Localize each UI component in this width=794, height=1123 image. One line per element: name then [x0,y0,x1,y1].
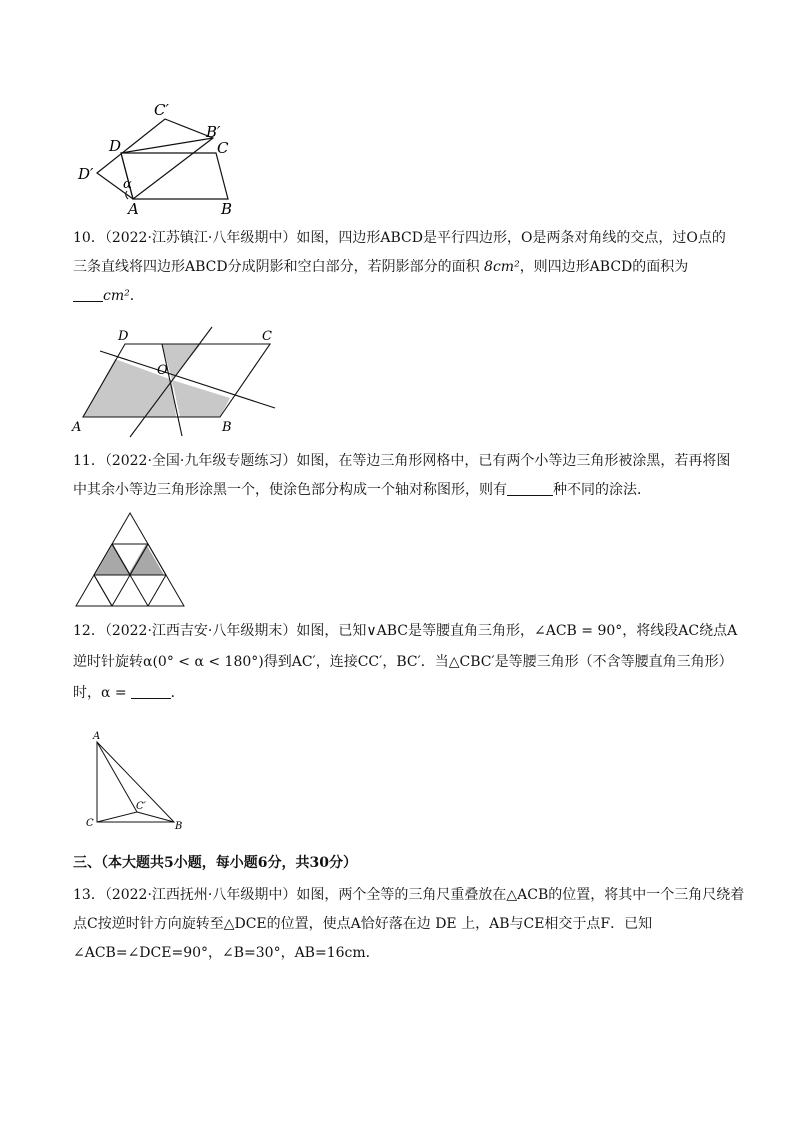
q11-line2-b: 种不同的涂法． [553,482,651,498]
figure-rotation-parallelogram [70,95,250,225]
label-b: B [221,200,233,218]
q12-line3-a: 时，α = [73,685,127,701]
q10-answer-blank[interactable] [73,287,103,302]
q13-line1: 如图，两个全等的三角尺重叠放在△ACB的位置，将其中一个三角尺绕着 [296,887,745,903]
q11-line2-a: 中其余小等边三角形涂黑一个，使涂色部分构成一个轴对称图形，则有 [73,482,507,498]
q11-source: （2022·全国·九年级专题练习） [104,453,297,469]
q11-number: 11． [73,453,105,469]
figure-q11-triangle-grid [74,510,186,610]
q12-line3-b: ． [170,685,185,701]
q12-line1: 如图，已知∨ABC是等腰直角三角形，∠ACB = 90°，将线段AC绕点A [296,623,738,639]
q10-label-b: B [222,420,232,435]
q13-number: 13． [73,887,105,903]
q10-label-c: C [262,329,272,344]
question-10 [73,224,726,311]
shape-abcd [121,153,228,199]
question-12 [73,616,738,709]
q10-label-o: O [157,363,168,378]
label-c-prime: C′ [154,101,169,119]
shaded-small-triangle-left [95,544,131,575]
figure-q10-parallelogram [70,322,290,440]
q13-line3: ∠ACB=∠DCE=90°，∠B=30°，AB=16cm． [73,945,380,961]
label-d-prime: D′ [78,165,94,183]
q13-source: （2022·江西抚州·八年级期中） [104,887,297,903]
q12-label-a: A [93,731,101,742]
q10-line2-b: ，则四边形ABCD的面积为 [519,259,689,275]
q10-area-value: 8cm² [484,259,520,275]
question-11 [73,447,731,505]
q12-source: （2022·江西吉安·八年级期末） [104,623,297,639]
q10-line2-a: 三条直线将四边形ABCD分成阴影和空白部分，若阴影部分的面积 [73,259,480,275]
label-b-prime: B′ [206,123,221,141]
q12-answer-blank[interactable] [131,684,171,699]
q12-label-c: C [86,818,94,829]
q12-label-b: B [175,821,183,832]
label-alpha: α [123,177,132,192]
label-a: A [128,200,139,218]
q11-line1: 如图，在等边三角形网格中，已有两个小等边三角形被涂黑，若再将图 [296,453,731,469]
q11-answer-blank[interactable] [507,481,553,496]
figure-q12-triangle [82,730,192,838]
q13-line2: 点C按逆时针方向旋转至△DCE的位置，使点A恰好落在边 DE 上，AB与CE相交于点F．已知 [73,916,653,932]
q12-label-c-prime: C′ [136,801,146,812]
label-c: C [217,139,229,157]
q10-label-a: A [72,420,82,435]
q12-line2: 逆时针旋转α(0° < α < 180°)得到AC′，连接CC′，BC′．当△CBC′是等腰三角形（不含等腰直角三角形） [73,654,733,670]
shaded-region-right [172,380,230,417]
shape-rotated [97,119,213,199]
shaded-small-triangle-right [128,544,164,575]
question-13 [73,881,745,968]
label-d: D [109,137,122,155]
q10-unit: cm² [103,288,130,304]
q10-end: ． [129,288,144,304]
q10-source: （2022·江苏镇江·八年级期中） [104,230,297,246]
section-3-header: 三、（本大题共5小题，每小题6分，共30分） [73,855,357,871]
q10-line1: 如图，四边形ABCD是平行四边形，O是两条对角线的交点，过O点的 [296,230,726,246]
q10-number: 10． [73,230,105,246]
q10-label-d: D [118,329,129,344]
q12-number: 12． [73,623,105,639]
